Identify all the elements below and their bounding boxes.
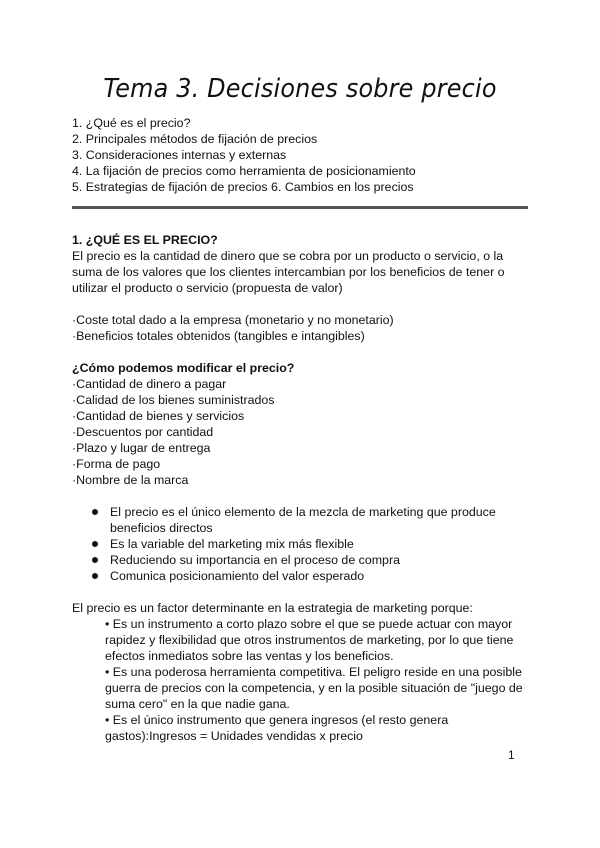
modify-item: ·Nombre de la marca [72,473,189,487]
toc-item: 1. ¿Qué es el precio? [72,116,191,130]
modify-item: ·Forma de pago [72,457,161,471]
section-divider [72,206,528,209]
bullet-item: Comunica posicionamiento del valor esperado [72,568,530,584]
toc-item: 5. Estrategias de fijación de precios 6. Cambios en los precios [72,180,414,194]
table-of-contents [72,115,416,195]
bullet-item: El precio es el único elemento de la mezcla de marketing que produce beneficios directos [72,504,530,536]
factor-point: • Es un instrumento a corto plazo sobre el que se puede actuar con mayor rapidez y flexibilidad que otros instrumentos de marketing, por lo que tiene efectos inmediatos sobre las ventas y los beneficios. [105,617,514,663]
component-item: ·Coste total dado a la empresa (monetario y no monetario) [72,313,394,327]
factor-point: • Es el único instrumento que genera ingresos (el resto genera gastos):Ingresos = Unidades vendidas x precio [105,713,449,743]
section-heading: 1. ¿QUÉ ES EL PRECIO? [72,233,218,247]
spacer [72,488,530,504]
spacer [72,296,530,312]
bullet-item: Es la variable del marketing mix más flexible [72,536,530,552]
component-item: ·Beneficios totales obtenidos (tangibles e intangibles) [72,329,365,343]
modify-item: ·Cantidad de dinero a pagar [72,377,227,391]
spacer [72,584,530,600]
modify-item: ·Plazo y lugar de entrega [72,441,211,455]
factor-point: • Es una poderosa herramienta competitiva. El peligro reside en una posible guerra de precios con la competencia, y en la posible situación de "juego de suma cero" en la que nadie gana. [105,665,523,711]
bullet-item: Reduciendo su importancia en el proceso de compra [72,552,530,568]
modify-item: ·Descuentos por cantidad [72,425,214,439]
page-number: 1 [508,748,515,762]
price-definition: El precio es la cantidad de dinero que se cobra por un producto o servicio, o la suma de los valores que los clientes intercambian por los beneficios de tener o utilizar el producto o servicio (propuesta de valor) [72,249,505,295]
toc-item: 4. La fijación de precios como herramienta de posicionamiento [72,164,416,178]
page-title: Tema 3. Decisiones sobre precio [103,74,497,104]
spacer [72,344,530,360]
toc-item: 2. Principales métodos de fijación de precios [72,132,318,146]
factor-intro: El precio es un factor determinante en la estrategia de marketing porque: [72,601,473,615]
subsection-heading: ¿Cómo podemos modificar el precio? [72,361,295,375]
modify-item: ·Calidad de los bienes suministrados [72,393,275,407]
bullet-list [72,504,530,584]
modify-item: ·Cantidad de bienes y servicios [72,409,245,423]
document-body [72,232,530,744]
toc-item: 3. Consideraciones internas y externas [72,148,287,162]
